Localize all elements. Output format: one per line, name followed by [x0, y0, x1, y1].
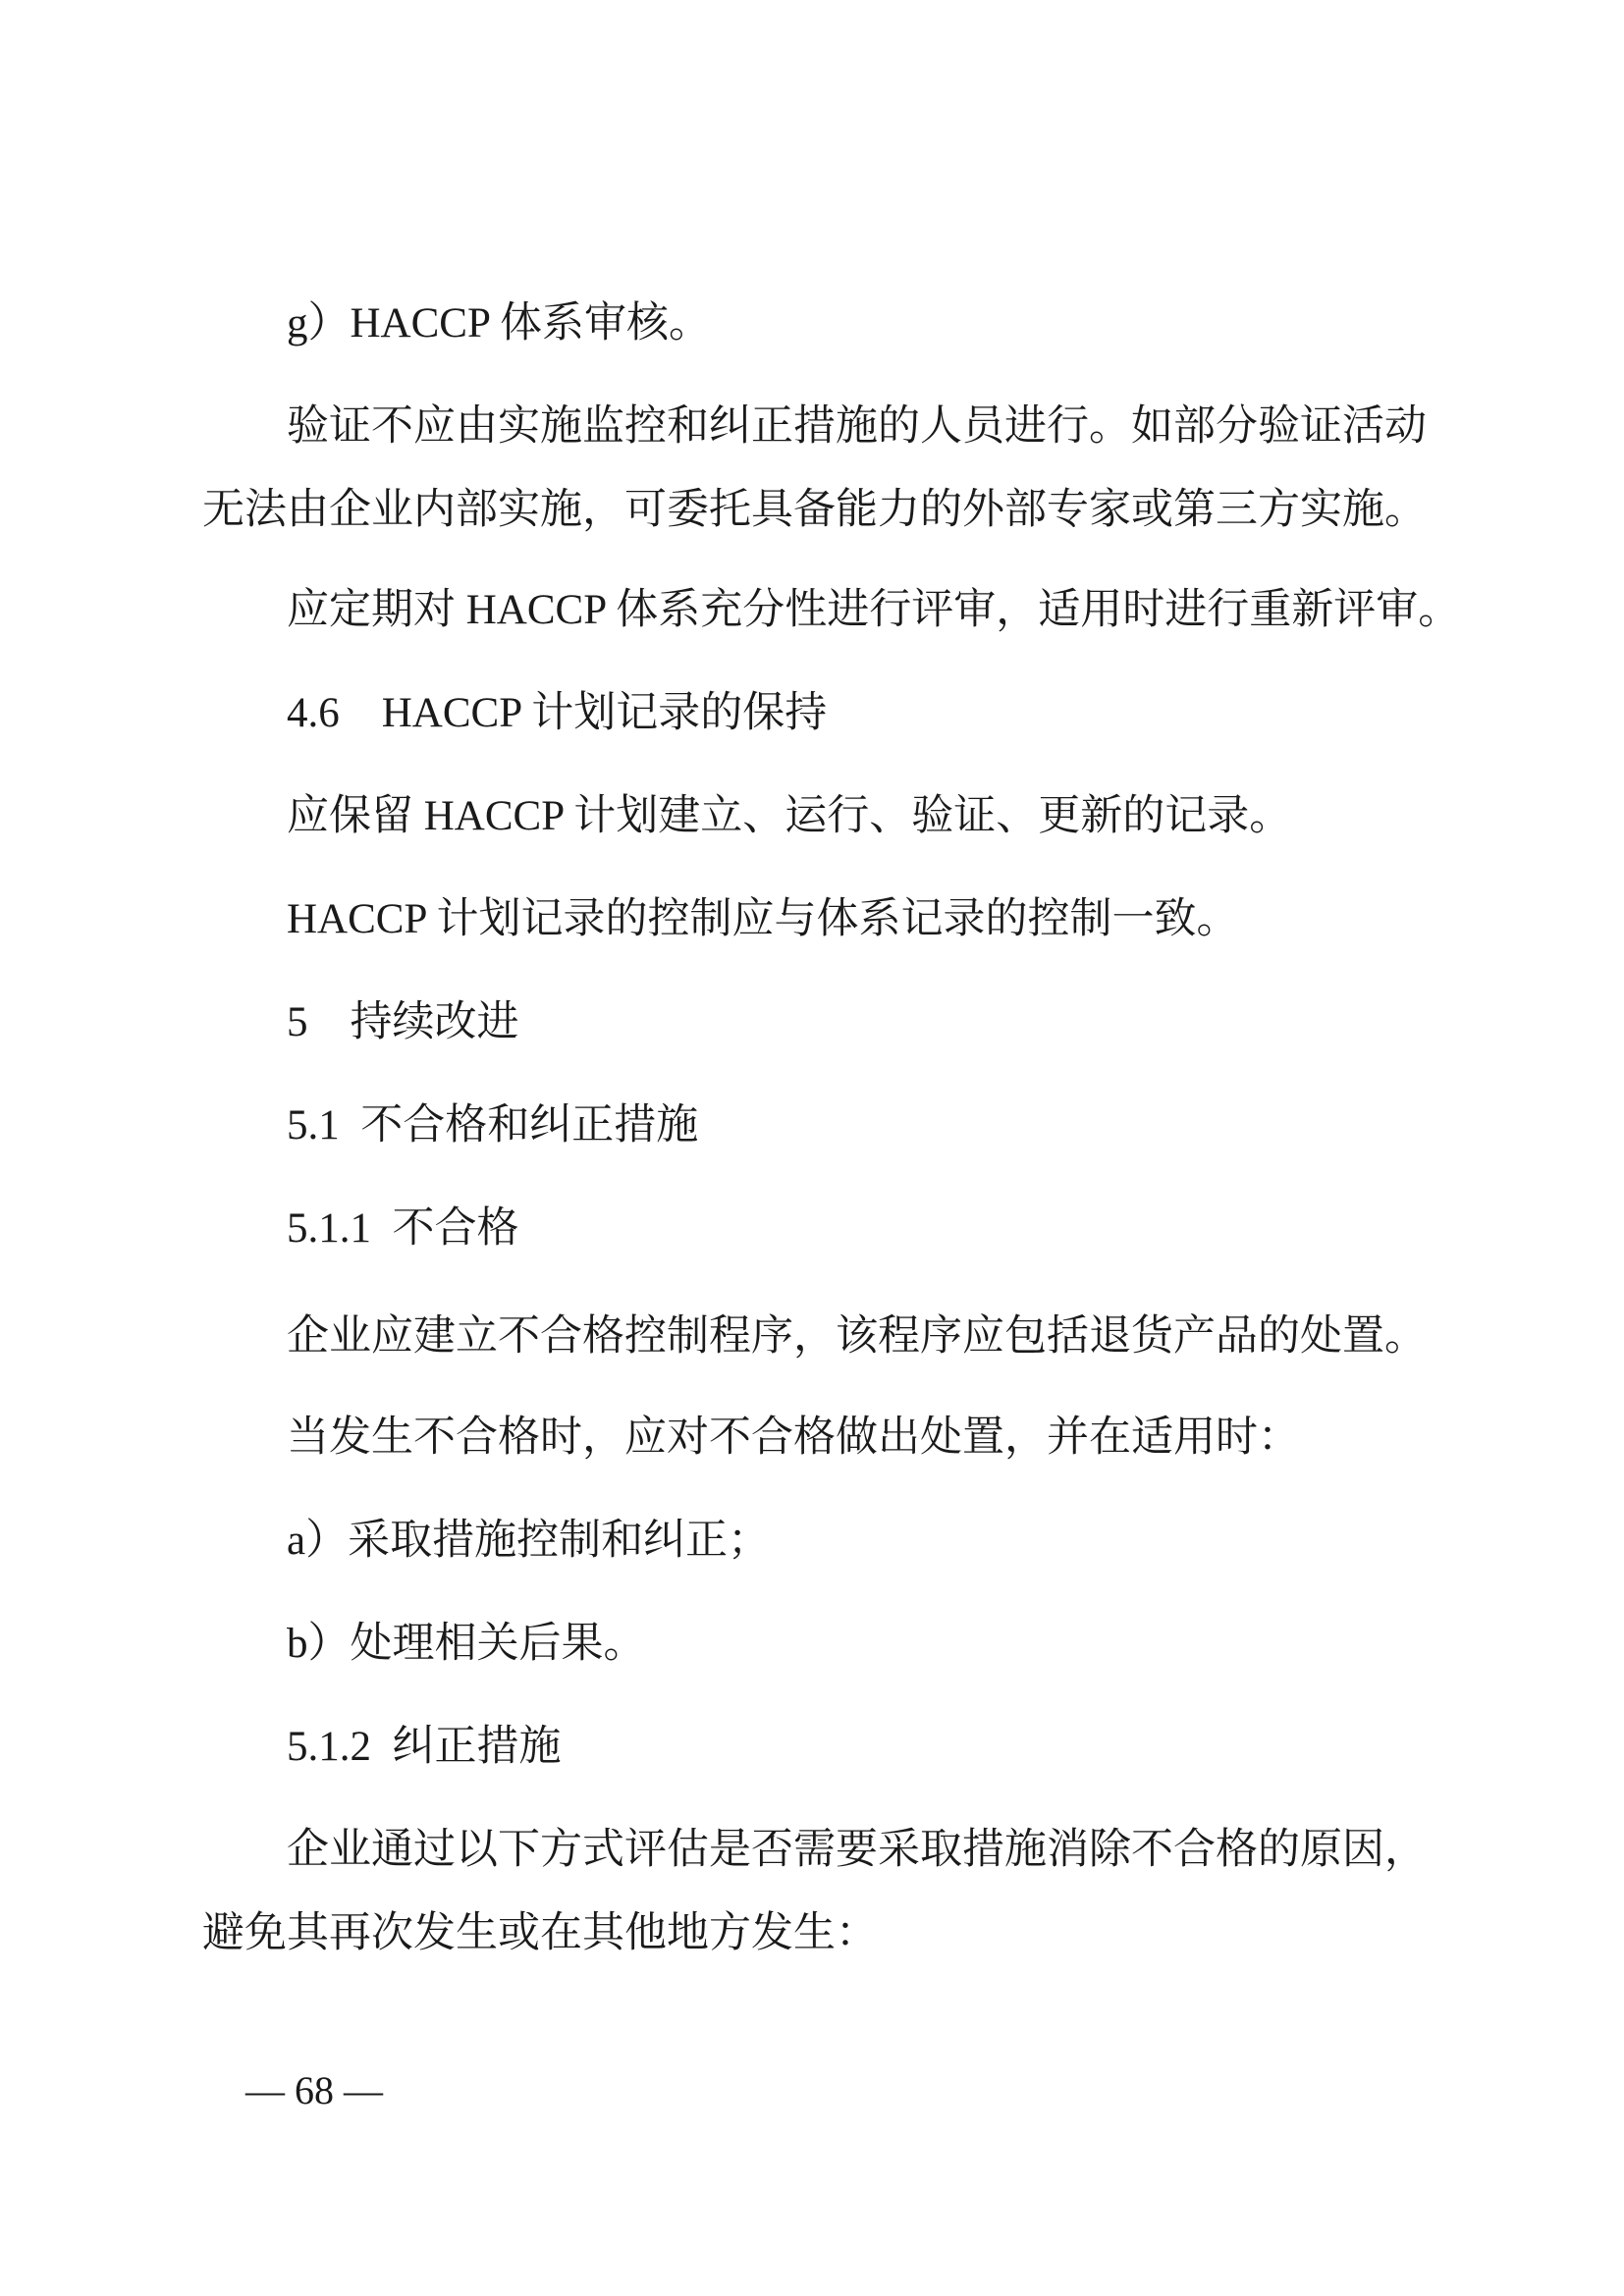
- list-item-g: g）HACCP 体系审核。: [287, 300, 712, 347]
- records-control-paragraph: HACCP 计划记录的控制应与体系记录的控制一致。: [287, 896, 1239, 942]
- verification-paragraph-line-2: 无法由企业内部实施，可委托具备能力的外部专家或第三方实施。: [202, 487, 1427, 533]
- records-retention-paragraph: 应保留 HACCP 计划建立、运行、验证、更新的记录。: [287, 793, 1292, 839]
- section-heading-5-1: 5.1 不合格和纠正措施: [287, 1102, 699, 1148]
- list-item-a: a）采取措施控制和纠正；: [287, 1518, 771, 1564]
- section-heading-4-6: 4.6 HACCP 计划记录的保持: [287, 690, 828, 736]
- section-heading-5-1-2: 5.1.2 纠正措施: [287, 1724, 562, 1770]
- nonconformity-handling-paragraph: 当发生不合格时，应对不合格做出处置，并在适用时：: [287, 1415, 1300, 1461]
- review-paragraph: 应定期对 HACCP 体系充分性进行评审，适用时进行重新评审。: [287, 587, 1461, 633]
- list-item-b: b）处理相关后果。: [287, 1621, 646, 1667]
- verification-paragraph-line-1: 验证不应由实施监控和纠正措施的人员进行。如部分验证活动: [287, 403, 1427, 450]
- nonconformity-procedure-paragraph: 企业应建立不合格控制程序，该程序应包括退货产品的处置。: [287, 1313, 1427, 1360]
- section-heading-5-1-1: 5.1.1 不合格: [287, 1205, 519, 1252]
- corrective-action-paragraph-line-1: 企业通过以下方式评估是否需要采取措施消除不合格的原因，: [287, 1827, 1427, 1873]
- section-heading-5: 5 持续改进: [287, 999, 519, 1045]
- page-number: — 68 —: [245, 2068, 383, 2112]
- corrective-action-paragraph-line-2: 避免其再次发生或在其他地方发生：: [202, 1910, 878, 1956]
